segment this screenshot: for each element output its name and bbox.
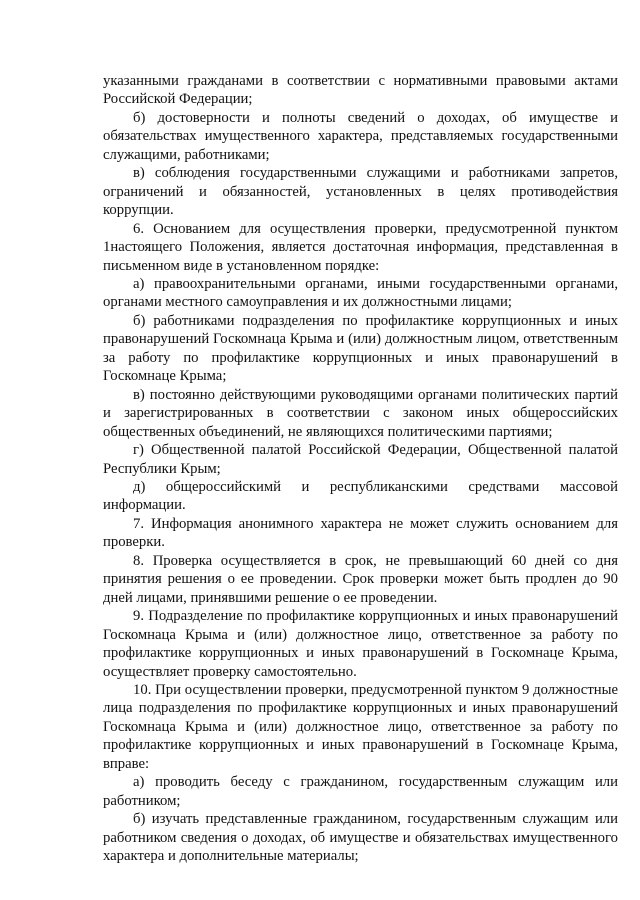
paragraph-14: а) проводить беседу с гражданином, государственным служащим или работником; [103, 774, 618, 809]
paragraph-8: г) Общественной палатой Российской Федерации, Общественной палатой Республики Крым; [103, 442, 618, 477]
paragraph-13: 10. При осуществлении проверки, предусмотренной пунктом 9 должностные лица подразделения по профилактике коррупционных и иных правонарушений Госкомнаца Крыма и (или) должностное лицо, ответственное за работу по профилактике коррупционных и иных правонарушений в Госкомнаце Крыма, вправе: [103, 681, 618, 772]
paragraph-3: в) соблюдения государственными служащими и работниками запретов, ограничений и обязанностей, установленных в целях противодействия коррупции. [103, 165, 618, 219]
paragraph-7: в) постоянно действующими руководящими органами политических партий и зарегистрированных в соответствии с законом иных общероссийских общественных объединений, не являющихся политическими партиями; [103, 386, 618, 440]
paragraph-11: 8. Проверка осуществляется в срок, не превышающий 60 дней со дня принятия решения о ее проведении. Срок проверки может быть продлен до 90 дней лицами, принявшими решение о ее проведении. [103, 552, 618, 606]
document-body [103, 72, 618, 865]
paragraph-9: д) общероссийскимй и республиканскими средствами массовой информации. [103, 478, 618, 514]
paragraph-15: б) изучать представленные гражданином, государственным служащим или работником сведения о доходах, об имуществе и обязательствах имущественного характера и дополнительные материалы; [103, 811, 618, 865]
paragraph-10: 7. Информация анонимного характера не может служить основанием для проверки. [103, 515, 618, 551]
paragraph-6: б) работниками подразделения по профилактике коррупционных и иных правонарушений Госкомнаца Крыма и (или) должностным лицом, ответственным за работу по профилактике коррупционных и иных правонарушений в Госкомнаце Крыма; [103, 312, 618, 385]
paragraph-1: указанными гражданами в соответствии с нормативными правовыми актами Российской Федерации; [103, 73, 618, 108]
paragraph-5: а) правоохранительными органами, иными государственными органами, органами местного самоуправления и их должностными лицами; [103, 275, 618, 311]
paragraph-2: б) достоверности и полноты сведений о доходах, об имуществе и обязательствах имущественного характера, представляемых государственными служащими, работниками; [103, 109, 618, 163]
paragraph-4: 6. Основанием для осуществления проверки, предусмотренной пунктом 1настоящего Положения, является достаточная информация, представленная в письменном виде в установленном порядке: [103, 220, 618, 274]
paragraph-12: 9. Подразделение по профилактике коррупционных и иных правонарушений Госкомнаца Крыма и (или) должностное лицо, ответственное за работу по профилактике коррупционных и иных правонарушений в Госкомнаце Крыма, осуществляет проверку самостоятельно. [103, 608, 618, 680]
